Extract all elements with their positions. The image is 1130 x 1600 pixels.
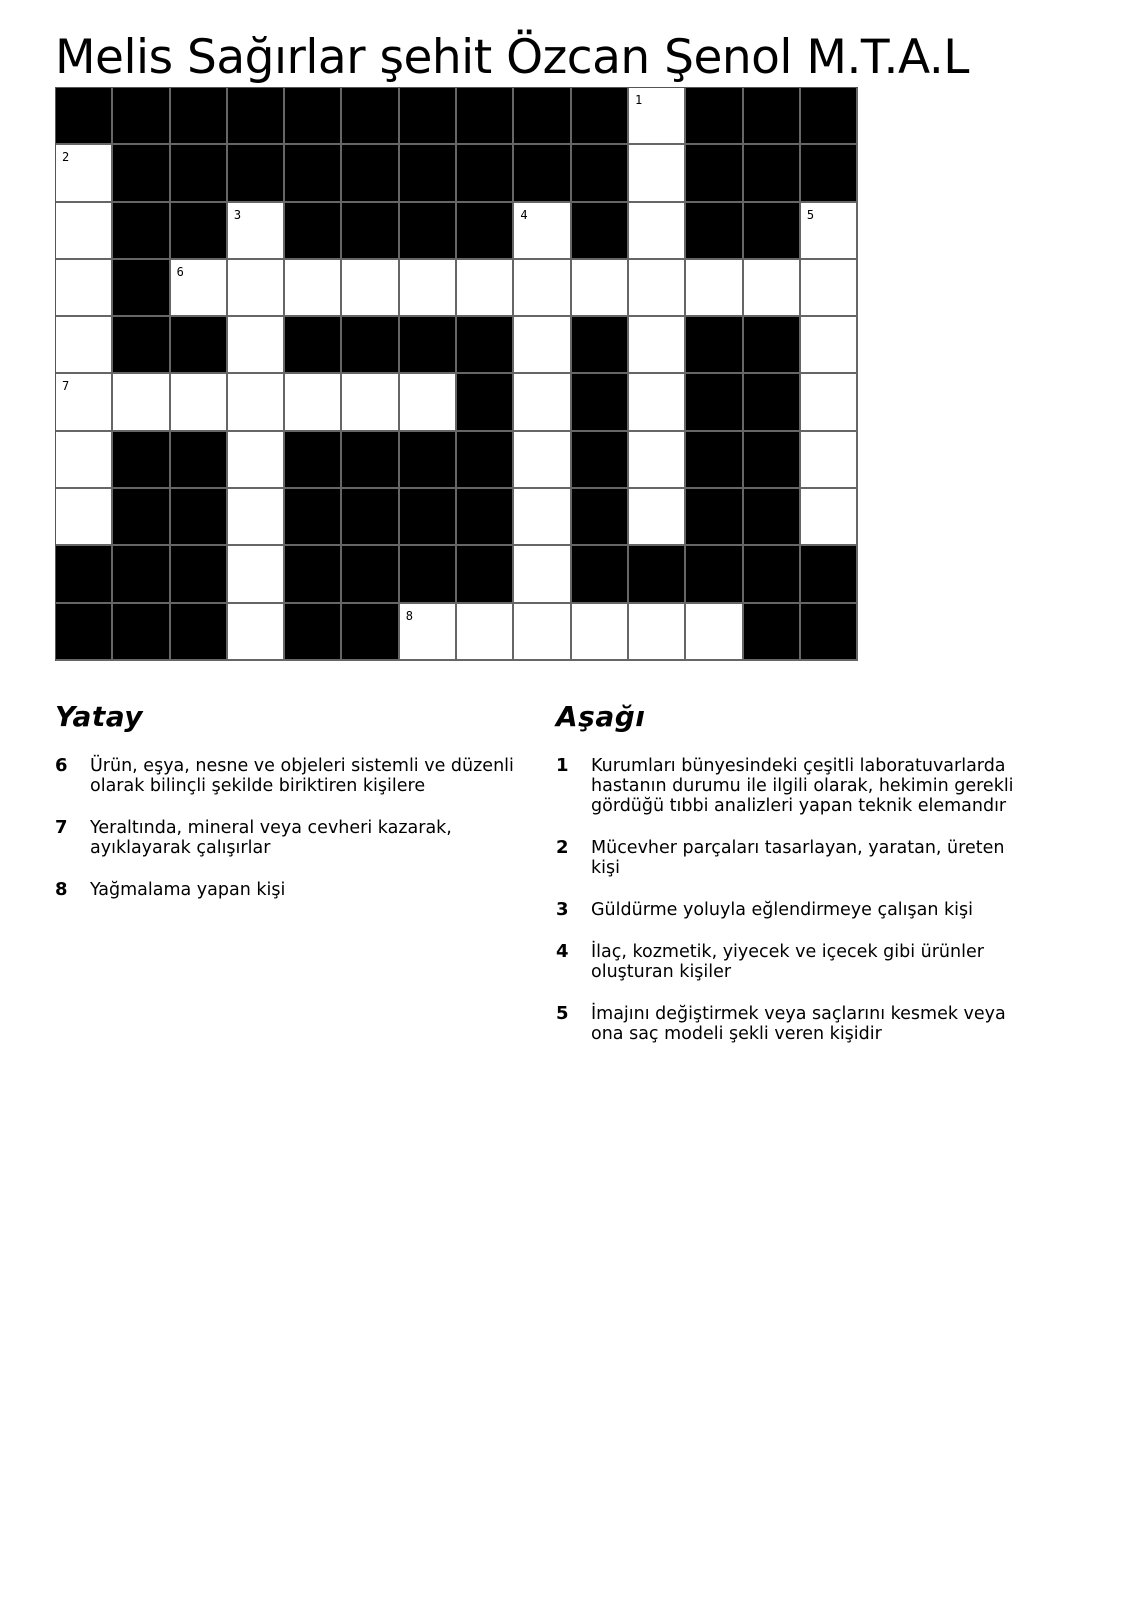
grid-cell-blocked [56, 546, 113, 603]
cell-number: 8 [405, 608, 414, 623]
grid-cell-blocked [285, 489, 342, 546]
grid-cell-empty[interactable] [629, 374, 686, 431]
cell-number: 5 [806, 207, 815, 222]
grid-cell-empty[interactable] [572, 260, 629, 317]
grid-cell-empty[interactable] [801, 317, 858, 374]
grid-cell-empty[interactable] [228, 317, 285, 374]
grid-cell-empty[interactable] [228, 203, 285, 260]
grid-cell-blocked [457, 432, 514, 489]
clue-text: Kurumları bünyesindeki çeşitli laboratuvarlarda hastanın durumu ile ilgili olarak, hekimin gerekli gördüğü tıbbi analizleri yapan teknik elemandır [591, 756, 1014, 816]
clue-number: 1 [556, 755, 569, 776]
clue-text: İlaç, kozmetik, yiyecek ve içecek gibi ürünler oluşturan kişiler [591, 942, 984, 982]
grid-cell-empty[interactable] [686, 604, 743, 661]
grid-cell-blocked [457, 145, 514, 202]
clue-number: 2 [556, 837, 569, 858]
grid-cell-blocked [171, 88, 228, 145]
grid-cell-blocked [686, 145, 743, 202]
grid-cell-empty[interactable] [342, 374, 399, 431]
grid-cell-blocked [572, 489, 629, 546]
clue-down-1 [556, 756, 1036, 816]
grid-cell-blocked [171, 489, 228, 546]
grid-cell-blocked [686, 317, 743, 374]
cell-number: 2 [62, 150, 70, 165]
grid-cell-blocked [744, 88, 801, 145]
grid-cell-blocked [113, 145, 170, 202]
grid-cell-blocked [801, 604, 858, 661]
page-title: Melis Sağırlar şehit Özcan Şenol M.T.A.L [55, 30, 969, 85]
grid-cell-empty[interactable] [171, 260, 228, 317]
clue-text: Mücevher parçaları tasarlayan, yaratan, üreten kişi [591, 838, 1005, 878]
grid-cell-blocked [342, 546, 399, 603]
grid-cell-blocked [744, 203, 801, 260]
clue-across-7 [55, 818, 535, 858]
grid-cell-empty[interactable] [514, 374, 571, 431]
clue-down-5 [556, 1004, 1036, 1044]
grid-cell-blocked [801, 546, 858, 603]
grid-cell-blocked [457, 317, 514, 374]
grid-cell-blocked [686, 203, 743, 260]
grid-cell-empty[interactable] [113, 374, 170, 431]
grid-cell-blocked [400, 88, 457, 145]
grid-cell-empty[interactable] [228, 546, 285, 603]
grid-cell-empty[interactable] [457, 260, 514, 317]
down-heading: Aşağı [556, 700, 646, 733]
grid-cell-blocked [572, 145, 629, 202]
clue-text: İmajını değiştirmek veya saçlarını kesmek veya ona saç modeli şekli veren kişidir [591, 1004, 1006, 1044]
across-clues-section [55, 700, 535, 922]
grid-cell-empty[interactable] [342, 260, 399, 317]
grid-cell-blocked [572, 203, 629, 260]
grid-cell-blocked [457, 88, 514, 145]
grid-cell-blocked [342, 489, 399, 546]
cell-number: 1 [634, 93, 643, 107]
grid-cell-empty[interactable] [285, 260, 342, 317]
grid-cell-empty[interactable] [228, 260, 285, 317]
grid-cell-blocked [572, 432, 629, 489]
grid-cell-blocked [342, 88, 399, 145]
grid-cell-blocked [686, 432, 743, 489]
grid-cell-blocked [457, 546, 514, 603]
grid-cell-blocked [744, 489, 801, 546]
grid-cell-blocked [801, 88, 858, 145]
grid-cell-empty[interactable] [228, 489, 285, 546]
grid-cell-blocked [285, 203, 342, 260]
crossword-grid [55, 87, 858, 661]
grid-cell-blocked [285, 145, 342, 202]
grid-cell-empty[interactable] [629, 489, 686, 546]
grid-cell-blocked [400, 203, 457, 260]
clue-down-2 [556, 838, 1036, 878]
grid-cell-empty[interactable] [629, 260, 686, 317]
grid-cell-blocked [572, 317, 629, 374]
grid-cell-blocked [572, 374, 629, 431]
grid-cell-blocked [686, 374, 743, 431]
grid-cell-empty[interactable] [514, 546, 571, 603]
clue-text: Yağmalama yapan kişi [90, 880, 286, 900]
grid-cell-blocked [400, 432, 457, 489]
grid-cell-blocked [342, 203, 399, 260]
grid-cell-blocked [113, 432, 170, 489]
grid-cell-blocked [285, 604, 342, 661]
grid-cell-empty[interactable] [56, 374, 113, 431]
across-heading: Yatay [55, 700, 144, 733]
grid-cell-blocked [686, 546, 743, 603]
clue-number: 5 [556, 1003, 569, 1024]
clue-number: 4 [556, 941, 569, 962]
grid-cell-empty[interactable] [457, 604, 514, 661]
grid-cell-blocked [514, 88, 571, 145]
grid-cell-empty[interactable] [56, 432, 113, 489]
grid-cell-blocked [400, 546, 457, 603]
grid-cell-blocked [342, 432, 399, 489]
grid-cell-blocked [400, 317, 457, 374]
clue-text: Yeraltında, mineral veya cevheri kazarak, ayıklayarak çalışırlar [90, 818, 452, 858]
grid-cell-empty[interactable] [801, 260, 858, 317]
grid-cell-blocked [400, 489, 457, 546]
grid-cell-empty[interactable] [801, 432, 858, 489]
grid-cell-empty[interactable] [285, 374, 342, 431]
cell-number: 4 [520, 207, 528, 222]
grid-cell-empty[interactable] [514, 317, 571, 374]
grid-cell-empty[interactable] [171, 374, 228, 431]
grid-cell-blocked [457, 374, 514, 431]
clue-text: Ürün, eşya, nesne ve objeleri sistemli ve düzenli olarak bilinçli şekilde biriktiren kişilere [90, 756, 514, 796]
cell-number: 3 [233, 207, 242, 222]
grid-cell-blocked [228, 88, 285, 145]
grid-cell-blocked [171, 203, 228, 260]
grid-cell-empty[interactable] [56, 489, 113, 546]
grid-cell-blocked [56, 88, 113, 145]
grid-cell-empty[interactable] [744, 260, 801, 317]
grid-cell-blocked [171, 317, 228, 374]
grid-cell-blocked [342, 317, 399, 374]
grid-cell-blocked [572, 88, 629, 145]
grid-cell-empty[interactable] [514, 203, 571, 260]
grid-cell-blocked [744, 604, 801, 661]
grid-cell-empty[interactable] [400, 604, 457, 661]
grid-cell-blocked [629, 546, 686, 603]
grid-cell-blocked [113, 546, 170, 603]
clue-number: 3 [556, 899, 569, 920]
clue-number: 7 [55, 817, 68, 838]
grid-cell-empty[interactable] [56, 145, 113, 202]
grid-cell-blocked [744, 432, 801, 489]
clue-down-3 [556, 900, 1036, 920]
grid-cell-blocked [113, 88, 170, 145]
grid-cell-empty[interactable] [801, 203, 858, 260]
grid-cell-empty[interactable] [629, 88, 686, 145]
clue-across-6 [55, 756, 535, 796]
grid-cell-blocked [744, 145, 801, 202]
grid-cell-blocked [801, 145, 858, 202]
grid-cell-blocked [171, 145, 228, 202]
grid-cell-blocked [56, 604, 113, 661]
clue-text: Güldürme yoluyla eğlendirmeye çalışan kişi [591, 900, 973, 920]
clue-down-4 [556, 942, 1036, 982]
grid-cell-blocked [342, 604, 399, 661]
grid-cell-empty[interactable] [56, 260, 113, 317]
cell-number: 6 [176, 264, 184, 279]
down-clues-section [556, 700, 1036, 1066]
grid-cell-blocked [171, 432, 228, 489]
grid-cell-empty[interactable] [629, 317, 686, 374]
grid-cell-blocked [744, 546, 801, 603]
grid-cell-blocked [400, 145, 457, 202]
grid-cell-empty[interactable] [629, 604, 686, 661]
grid-cell-blocked [113, 604, 170, 661]
grid-cell-blocked [342, 145, 399, 202]
grid-cell-empty[interactable] [801, 489, 858, 546]
grid-cell-empty[interactable] [629, 203, 686, 260]
grid-cell-empty[interactable] [514, 604, 571, 661]
grid-cell-blocked [171, 604, 228, 661]
grid-cell-empty[interactable] [228, 604, 285, 661]
grid-cell-empty[interactable] [56, 203, 113, 260]
grid-cell-blocked [285, 317, 342, 374]
grid-cell-empty[interactable] [514, 489, 571, 546]
grid-cell-empty[interactable] [228, 432, 285, 489]
grid-cell-empty[interactable] [400, 260, 457, 317]
grid-cell-empty[interactable] [400, 374, 457, 431]
clue-across-8 [55, 880, 535, 900]
grid-cell-blocked [457, 203, 514, 260]
grid-cell-blocked [457, 489, 514, 546]
grid-cell-blocked [113, 203, 170, 260]
grid-cell-blocked [572, 546, 629, 603]
grid-cell-blocked [514, 145, 571, 202]
grid-cell-blocked [228, 145, 285, 202]
grid-cell-empty[interactable] [572, 604, 629, 661]
clue-number: 6 [55, 755, 68, 776]
grid-cell-empty[interactable] [629, 145, 686, 202]
grid-cell-blocked [171, 546, 228, 603]
grid-cell-blocked [686, 489, 743, 546]
grid-cell-empty[interactable] [56, 317, 113, 374]
grid-cell-empty[interactable] [514, 432, 571, 489]
grid-cell-blocked [744, 317, 801, 374]
grid-cell-empty[interactable] [801, 374, 858, 431]
grid-cell-blocked [113, 317, 170, 374]
clue-number: 8 [55, 879, 68, 900]
grid-cell-empty[interactable] [629, 432, 686, 489]
grid-cell-empty[interactable] [514, 260, 571, 317]
grid-cell-blocked [744, 374, 801, 431]
grid-cell-blocked [113, 260, 170, 317]
grid-cell-blocked [686, 88, 743, 145]
grid-cell-blocked [285, 88, 342, 145]
grid-cell-blocked [285, 432, 342, 489]
cell-number: 7 [62, 379, 70, 394]
grid-cell-blocked [285, 546, 342, 603]
grid-cell-blocked [113, 489, 170, 546]
grid-cell-empty[interactable] [686, 260, 743, 317]
grid-cell-empty[interactable] [228, 374, 285, 431]
